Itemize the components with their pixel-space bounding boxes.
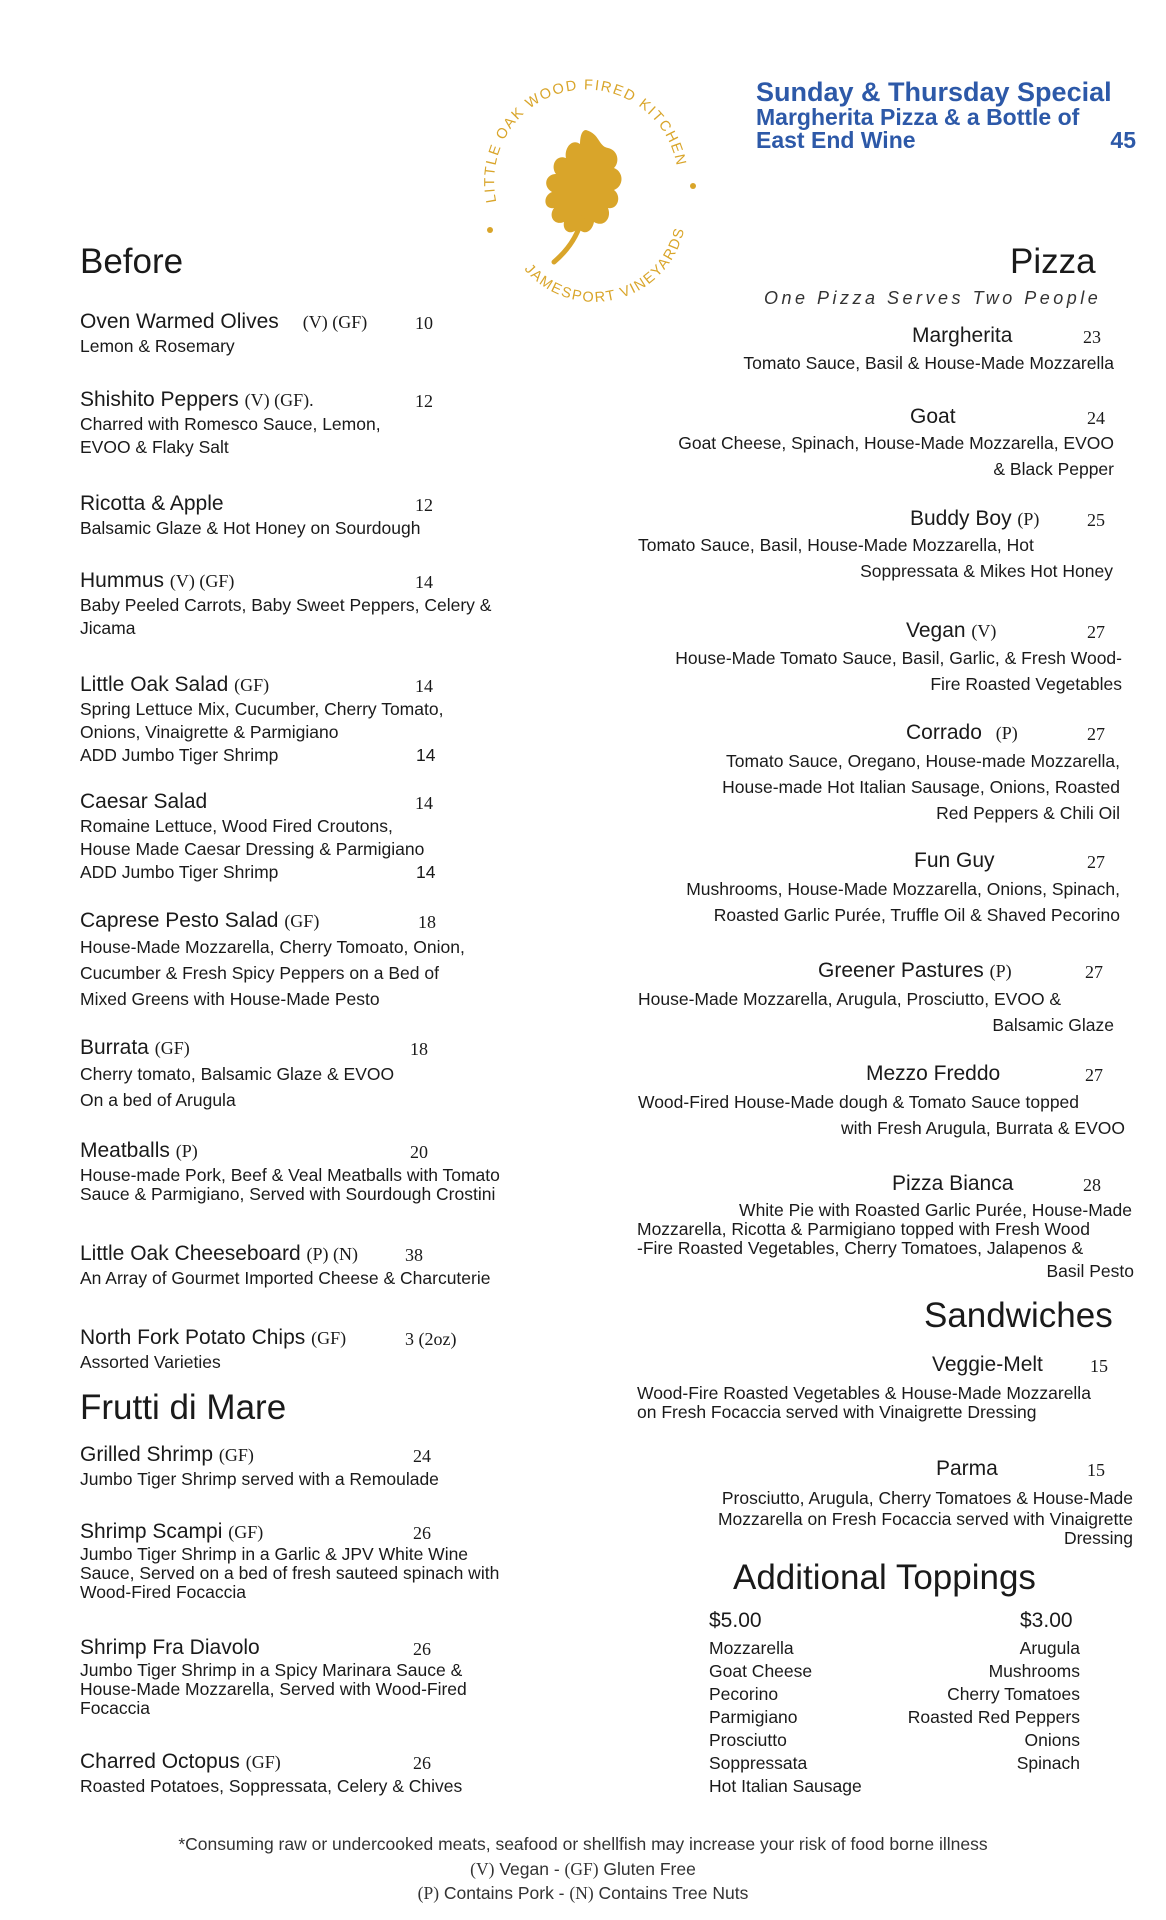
add-on-label: ADD Jumbo Tiger Shrimp bbox=[80, 745, 279, 765]
item-price: 25 bbox=[1087, 510, 1105, 530]
toppings-list-left bbox=[709, 1637, 862, 1798]
item-tags: (GF) bbox=[228, 1522, 264, 1542]
topping-item: Soppressata bbox=[709, 1753, 808, 1773]
item-price: 3 (2oz) bbox=[405, 1329, 457, 1349]
item-description: Lemon & Rosemary bbox=[80, 336, 235, 356]
item-name: Shrimp Fra Diavolo bbox=[80, 1636, 260, 1659]
item-price: 15 bbox=[1087, 1460, 1105, 1480]
item-tags: (P) (N) bbox=[306, 1244, 358, 1264]
menu-item bbox=[80, 387, 540, 459]
menu-item bbox=[80, 1138, 560, 1204]
menu-item bbox=[80, 1442, 560, 1491]
item-price: 26 bbox=[413, 1523, 431, 1543]
menu-item bbox=[80, 1325, 560, 1374]
item-name: Mezzo Freddo bbox=[866, 1062, 1001, 1085]
special-line: Margherita Pizza & a Bottle of bbox=[756, 104, 1080, 130]
menu-item bbox=[80, 1519, 560, 1602]
menu-item bbox=[80, 789, 540, 884]
item-name: Oven Warmed Olives bbox=[80, 310, 279, 333]
item-price: 26 bbox=[413, 1639, 431, 1659]
item-description: House-Made Mozzarella, Arugula, Prosciutto, EVOO & Balsamic Glaze bbox=[638, 989, 1114, 1035]
item-description: Tomato Sauce, Basil & House-Made Mozzarella bbox=[743, 353, 1114, 373]
item-description: Balsamic Glaze & Hot Honey on Sourdough bbox=[80, 518, 421, 538]
item-price: 38 bbox=[405, 1245, 423, 1265]
item-description: An Array of Gourmet Imported Cheese & Charcuterie bbox=[80, 1268, 491, 1288]
item-name: Corrado (P) bbox=[906, 721, 1018, 744]
item-name: Vegan (V) bbox=[906, 619, 997, 642]
item-name: Greener Pastures (P) bbox=[818, 959, 1012, 982]
menu-item bbox=[80, 908, 560, 1012]
item-tags: (P) bbox=[989, 961, 1012, 981]
item-price: 27 bbox=[1087, 852, 1105, 872]
item-name: Margherita bbox=[912, 324, 1013, 347]
section-title-before: Before bbox=[80, 242, 184, 281]
item-description: Spring Lettuce Mix, Cucumber, Cherry Tomato, bbox=[80, 699, 444, 719]
item-description: Jumbo Tiger Shrimp in a Spicy Marinara Sauce & bbox=[80, 1660, 463, 1680]
item-description: Tomato Sauce, Basil, House-Made Mozzarella, Hot Soppressata & Mikes Hot Honey bbox=[638, 535, 1113, 581]
item-price: 23 bbox=[1083, 327, 1101, 347]
item-price: 26 bbox=[413, 1753, 431, 1773]
logo-dot bbox=[690, 183, 696, 189]
item-name: Ricotta & Apple bbox=[80, 492, 224, 515]
item-name: Buddy Boy (P) bbox=[910, 507, 1040, 530]
item-name: Fun Guy bbox=[914, 849, 995, 872]
restaurant-logo bbox=[468, 68, 708, 308]
item-description: Sauce & Parmigiano, Served with Sourdough Crostini bbox=[80, 1184, 496, 1204]
section-title-frutti-di-mare: Frutti di Mare bbox=[80, 1388, 287, 1427]
add-on-label: ADD Jumbo Tiger Shrimp bbox=[80, 862, 279, 882]
topping-item: Spinach bbox=[1016, 1753, 1080, 1773]
item-price: 18 bbox=[418, 912, 436, 932]
menu-item bbox=[80, 568, 550, 640]
item-price: 18 bbox=[410, 1039, 428, 1059]
logo-top-text: LITTLE OAK WOOD FIRED KITCHEN bbox=[482, 77, 689, 205]
menu-item bbox=[80, 1241, 560, 1290]
item-name: Hummus bbox=[80, 569, 165, 592]
item-description: Charred with Romesco Sauce, Lemon, bbox=[80, 414, 381, 434]
item-name: Parma bbox=[936, 1457, 998, 1480]
item-price: 14 bbox=[415, 793, 433, 813]
item-description: Cucumber & Fresh Spicy Peppers on a Bed of bbox=[80, 963, 439, 983]
item-description: Tomato Sauce, Oregano, House-made Mozzarella, House-made Hot Italian Sausage, Onions, Roasted Red Peppers & Chili Oil bbox=[722, 751, 1120, 823]
item-name: Veggie-Melt bbox=[932, 1353, 1043, 1376]
section-title-additional-toppings: Additional Toppings bbox=[733, 1558, 1036, 1597]
item-price: 27 bbox=[1085, 1065, 1103, 1085]
item-description: Goat Cheese, Spinach, House-Made Mozzarella, EVOO & Black Pepper bbox=[678, 433, 1114, 479]
item-tags: (P) bbox=[1017, 509, 1040, 529]
item-description: Mushrooms, House-Made Mozzarella, Onions, Spinach, Roasted Garlic Purée, Truffle Oil & Shaved Pecorino bbox=[686, 879, 1120, 925]
item-tags: (GF) bbox=[245, 1752, 281, 1772]
menu-item bbox=[80, 491, 540, 540]
item-name: Caprese Pesto Salad bbox=[80, 909, 279, 932]
item-tags: (GF) bbox=[311, 1328, 347, 1348]
item-tags: (V) (GF) bbox=[302, 312, 368, 332]
item-name: Meatballs bbox=[80, 1139, 170, 1162]
item-tags: (P) bbox=[995, 723, 1018, 743]
pizza-subtitle: One Pizza Serves Two People bbox=[764, 288, 1102, 308]
item-description: House-made Pork, Beef & Veal Meatballs with Tomato bbox=[80, 1165, 500, 1185]
toppings-list-right bbox=[860, 1637, 1080, 1775]
topping-item: Roasted Red Peppers bbox=[907, 1707, 1080, 1727]
item-description: House Made Caesar Dressing & Parmigiano bbox=[80, 839, 425, 859]
menu-item bbox=[80, 672, 540, 767]
special-line: East End Wine bbox=[756, 127, 916, 153]
item-name: Caesar Salad bbox=[80, 790, 208, 813]
special-offer bbox=[756, 78, 1136, 152]
menu-item bbox=[80, 309, 540, 358]
item-price: 10 bbox=[415, 313, 433, 333]
section-title-sandwiches: Sandwiches bbox=[924, 1296, 1113, 1335]
item-description: Sauce, Served on a bed of fresh sauteed spinach with bbox=[80, 1563, 500, 1583]
oak-leaf-icon bbox=[545, 130, 621, 262]
special-title: Sunday & Thursday Special bbox=[756, 77, 1112, 107]
logo-bottom-text: JAMESPORT VINEYARDS bbox=[521, 225, 689, 307]
topping-item: Hot Italian Sausage bbox=[709, 1776, 862, 1796]
item-name: Shishito Peppers bbox=[80, 388, 239, 411]
topping-item: Parmigiano bbox=[709, 1707, 798, 1727]
item-description: Jumbo Tiger Shrimp in a Garlic & JPV White Wine bbox=[80, 1544, 469, 1564]
item-tags: (V) bbox=[971, 621, 997, 641]
item-description: Onions, Vinaigrette & Parmigiano bbox=[80, 722, 339, 742]
item-description: White Pie with Roasted Garlic Purée, House-Made Mozzarella, Ricotta & Parmigiano topped with Fresh Wood -Fire Roasted Vegetables, Cherry Tomatoes, Jalapenos & Basil Pesto bbox=[637, 1200, 1134, 1281]
item-name: Little Oak Salad bbox=[80, 673, 229, 696]
item-name: Burrata bbox=[80, 1036, 149, 1059]
item-description: Cherry tomato, Balsamic Glaze & EVOO bbox=[80, 1064, 395, 1084]
add-on-price: 14 bbox=[416, 745, 436, 765]
item-description: Romaine Lettuce, Wood Fired Croutons, bbox=[80, 816, 393, 836]
item-name: Grilled Shrimp bbox=[80, 1443, 214, 1466]
item-tags: (V) (GF). bbox=[244, 390, 314, 410]
item-price: 14 bbox=[415, 676, 433, 696]
item-description: Wood-Fired Focaccia bbox=[80, 1582, 246, 1602]
item-price: 24 bbox=[1087, 408, 1105, 428]
topping-item: Onions bbox=[1024, 1730, 1080, 1750]
topping-item: Goat Cheese bbox=[709, 1661, 813, 1681]
item-price: 27 bbox=[1085, 962, 1103, 982]
item-tags: (V) (GF) bbox=[169, 571, 235, 591]
footer-disclaimer: *Consuming raw or undercooked meats, seafood or shellfish may increase your risk of food borne illness bbox=[178, 1834, 988, 1854]
item-description: On a bed of Arugula bbox=[80, 1090, 236, 1110]
item-description: Wood-Fired House-Made dough & Tomato Sauce topped with Fresh Arugula, Burrata & EVOO bbox=[638, 1092, 1125, 1138]
item-tags: (GF) bbox=[284, 911, 320, 931]
topping-item: Prosciutto bbox=[709, 1730, 787, 1750]
item-description: Baby Peeled Carrots, Baby Sweet Peppers, Celery & bbox=[80, 595, 492, 615]
menu-item bbox=[80, 1749, 560, 1798]
item-name: Shrimp Scampi bbox=[80, 1520, 223, 1543]
item-name: North Fork Potato Chips bbox=[80, 1326, 306, 1349]
item-tags: (P) bbox=[175, 1141, 198, 1161]
item-price: 24 bbox=[413, 1446, 431, 1466]
menu-item bbox=[80, 1035, 540, 1113]
item-price: 14 bbox=[415, 572, 433, 592]
item-tags: (GF) bbox=[218, 1445, 254, 1465]
item-description: Focaccia bbox=[80, 1698, 151, 1718]
item-description: Roasted Potatoes, Soppressata, Celery & Chives bbox=[80, 1776, 463, 1796]
item-description: House-Made Tomato Sauce, Basil, Garlic, & Fresh Wood- Fire Roasted Vegetables bbox=[675, 648, 1122, 694]
item-description: EVOO & Flaky Salt bbox=[80, 437, 229, 457]
item-description: House-Made Mozzarella, Cherry Tomoato, Onion, bbox=[80, 937, 465, 957]
logo-dot bbox=[487, 227, 493, 233]
item-price: 12 bbox=[415, 391, 433, 411]
footer-legend: (P) Contains Pork - (N) Contains Tree Nuts bbox=[417, 1883, 749, 1903]
topping-item: Arugula bbox=[1019, 1638, 1080, 1658]
topping-item: Cherry Tomatoes bbox=[947, 1684, 1080, 1704]
toppings-price-right: $3.00 bbox=[1020, 1609, 1073, 1632]
special-price: 45 bbox=[1110, 127, 1136, 153]
item-name: Goat bbox=[910, 405, 956, 428]
item-tags: (GF) bbox=[154, 1038, 190, 1058]
item-price: 15 bbox=[1090, 1356, 1108, 1376]
item-price: 20 bbox=[410, 1142, 428, 1162]
item-price: 27 bbox=[1087, 622, 1105, 642]
item-name: Charred Octopus bbox=[80, 1750, 240, 1773]
item-tags: (GF) bbox=[234, 675, 270, 695]
item-description: Jumbo Tiger Shrimp served with a Remoulade bbox=[80, 1469, 439, 1489]
toppings-price-left: $5.00 bbox=[709, 1609, 762, 1632]
topping-item: Mozzarella bbox=[709, 1638, 794, 1658]
item-description: Prosciutto, Arugula, Cherry Tomatoes & House-Made Mozzarella on Fresh Focaccia served with Vinaigrette Dressing bbox=[717, 1488, 1133, 1548]
item-description: Assorted Varieties bbox=[80, 1352, 221, 1372]
topping-item: Pecorino bbox=[709, 1684, 779, 1704]
footer-legend: (V) Vegan - (GF) Gluten Free bbox=[470, 1859, 696, 1879]
item-description: Mixed Greens with House-Made Pesto bbox=[80, 989, 380, 1009]
item-price: 27 bbox=[1087, 724, 1105, 744]
section-title-pizza: Pizza bbox=[1010, 242, 1096, 281]
item-price: 28 bbox=[1083, 1175, 1101, 1195]
item-description: Wood-Fire Roasted Vegetables & House-Made Mozzarella on Fresh Focaccia served with Vinaigrette Dressing bbox=[637, 1383, 1091, 1422]
item-name: Little Oak Cheeseboard bbox=[80, 1242, 301, 1265]
item-description: Jicama bbox=[80, 618, 136, 638]
topping-item: Mushrooms bbox=[988, 1661, 1080, 1681]
item-name: Pizza Bianca bbox=[892, 1172, 1014, 1195]
menu-item bbox=[80, 1635, 560, 1718]
item-description: House-Made Mozzarella, Served with Wood-Fired bbox=[80, 1679, 467, 1699]
add-on-price: 14 bbox=[416, 862, 436, 882]
item-price: 12 bbox=[415, 495, 433, 515]
